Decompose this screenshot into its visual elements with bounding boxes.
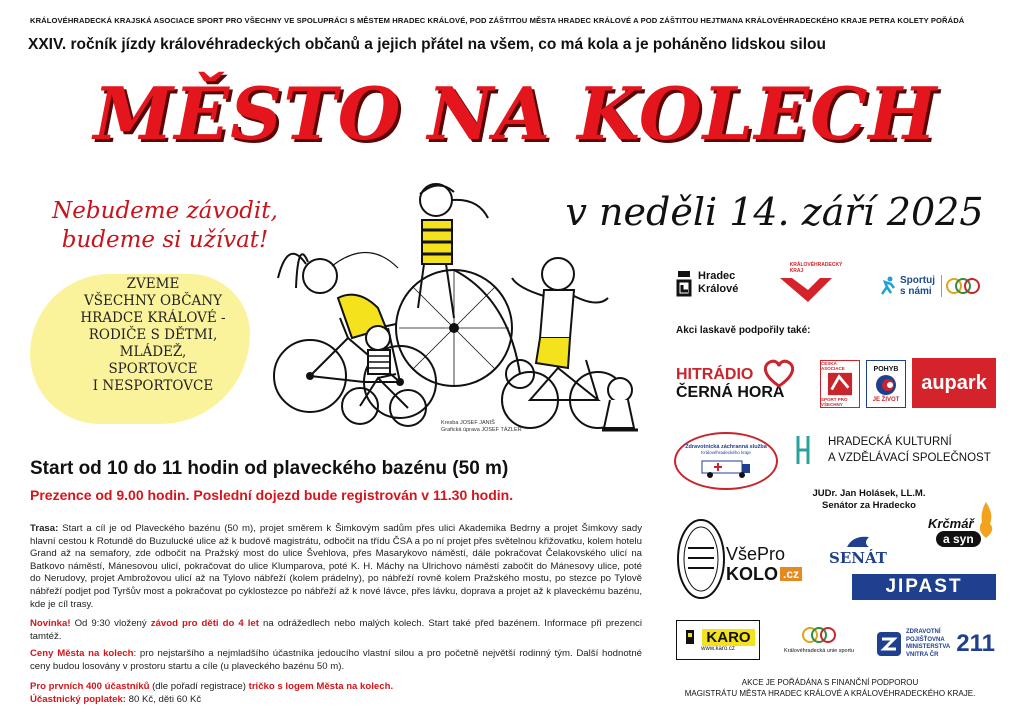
- csa-sport-pro-vsechny-logo: [820, 360, 860, 408]
- pohyb-top: POHYB: [873, 365, 899, 373]
- slogan: [30, 197, 300, 255]
- sportuj-line1: Sportuj: [900, 275, 935, 286]
- hk-crown-icon: [676, 269, 692, 297]
- kuas-logo: [774, 616, 864, 662]
- main-title: MĚSTO NA KOLECH: [93, 71, 938, 156]
- hkvs-logo: [794, 430, 998, 470]
- invite-line: HRADCE KRÁLOVÉ -: [80, 310, 226, 326]
- credit-drawing: Kresba JOSEF JANIŠ: [441, 420, 495, 426]
- tshirt-highlight: tričko s logem Města na kolech.: [248, 681, 394, 692]
- vsepro-domain: .cz: [780, 567, 802, 581]
- registration-info: Prezence od 9.00 hodin. Poslední dojezd bude registrován v 11.30 hodin.: [30, 487, 514, 503]
- hk-line1: Hradec: [698, 270, 736, 282]
- cus-logo-icon: [946, 276, 980, 296]
- krcmar-line2: a syn: [936, 531, 981, 547]
- senat-lion-icon: [843, 533, 873, 549]
- hradec-kralove-logo: [676, 266, 766, 300]
- prizes-text: : pro nejstaršího a nejmladšího účastníka jedoucího vlastní silou a pro početně největší rodinný tým. Další hodnotné ceny budou losovány v prostoru startu a cíle (u plaveckého bazénu 50 m).: [30, 648, 642, 672]
- fee-label: Účastnický poplatek:: [30, 694, 126, 705]
- hitradio-line1: HITRÁDIO: [676, 366, 754, 383]
- tshirt-text: (dle pořadí registrace): [149, 681, 249, 692]
- zpmv-line2: POJIŠŤOVNA: [906, 636, 945, 643]
- hkvs-line1: HRADECKÁ KULTURNÍ: [828, 436, 952, 448]
- zpmv-code: 211: [956, 630, 995, 657]
- hkvs-line2: A VZDĚLÁVACÍ SPOLEČNOST: [828, 452, 991, 464]
- zpmv-line1: ZDRAVOTNÍ: [906, 629, 941, 635]
- tshirt-label: Pro prvních 400 účastníků: [30, 681, 150, 692]
- invite-line: I NESPORTOVCE: [92, 378, 214, 394]
- illustration-credit: [441, 420, 522, 434]
- heart-icon: [762, 358, 796, 388]
- novinka-paragraph: [30, 618, 642, 643]
- runner-icon: [878, 276, 896, 296]
- kraj-label: KRÁLOVÉHRADECKÝ KRAJ: [789, 262, 843, 274]
- karo-web: www.karo.cz: [701, 646, 735, 652]
- senat-label: SENÁT: [829, 549, 887, 567]
- csa-top: ČESKÁ ASOCIACE: [821, 361, 845, 371]
- pohyb-je-zivot-logo: [866, 360, 906, 408]
- invite-line: VŠECHNY OBČANY: [83, 293, 222, 309]
- prizes-paragraph: [30, 648, 642, 673]
- ambulance-icon: [696, 455, 756, 479]
- hkvs-bracket-icon: [794, 434, 822, 466]
- invite-line: SPORTOVCE: [108, 361, 198, 377]
- start-info: Start od 10 do 11 hodin od plaveckého bazénu (50 m): [30, 458, 509, 479]
- credit-graphics: Grafická úprava JOSEF TÁZLER: [441, 427, 522, 433]
- support-label: Akci laskavě podpořily také:: [676, 325, 811, 336]
- pohyb-bottom: JE ŽIVOT: [872, 396, 900, 403]
- tshirt-paragraph: [30, 681, 642, 694]
- fee-text: 80 Kč, děti 60 Kč: [125, 694, 202, 705]
- zpmv-line3: MINISTERSTVA: [906, 644, 951, 650]
- aupark-logo: aupark: [912, 358, 996, 408]
- edition-subtitle: XXIV. ročník jízdy královéhradeckých občanů a jejich přátel na všem, co má kola a je poháněno lidskou silou: [28, 36, 826, 53]
- csa-bottom: SPORT PRO VŠECHNY: [821, 397, 848, 407]
- senator-name: JUDr. Jan Holásek, LL.M.: [812, 488, 926, 499]
- zpmv-logo: [876, 626, 998, 662]
- invite-line: ZVEME: [126, 276, 180, 292]
- karo-logo: [676, 620, 760, 660]
- novinka-text-end: na odrážedlech nebo malých kolech. Start také před bazénem. Informace při prezenci tamtéž.: [30, 618, 642, 642]
- invite-line: MLÁDEŽ,: [119, 344, 187, 360]
- route-text: Start a cíl je od Plaveckého bazénu (50 m), projet směrem k Šimkovým sadům přes ulici Akademika Bedrny a projet Šimkovy sady hlavní cestou k Rotundě do Buzulucké ulice až k budově magistrátu, odbočit na třídu ČSA a po ní projet přes světelnou křižovatku, kolem hotelu Grand až na semafory, zde odbočit na Pražský most do ulice Švehlova, přes Masarykovo náměstí, dále pokračovat Čelakovského ulicí na Batkovo náměstí, Mánesovou ulicí, pokračovat do ulice Klumparova, poté K. H. Máchy na Ulrichovo náměstí zabočit do Mánesovy ulice, poté do Nerudovy, projet Ambrožovou ulicí až na Tylovo nábřeží (kolem prádelny), po nábřeží rovně kolem Pražského mostu, po stezce po Tylově nábřeží podjet pod Tyršův most a pokračovat po cyklostezce po nábřeží až k nové lávce, přes lávku, doprava a projet až k plaveckému bazénu, kde je cíl trasy.: [30, 523, 642, 610]
- kuas-label: Královéhradecká unie sportu: [783, 647, 854, 654]
- funding-line2: MAGISTRÁTU MĚSTA HRADEC KRÁLOVÉ A KRÁLOVÉHRADECKÉHO KRAJE.: [684, 689, 976, 698]
- invite-line: RODIČE S DĚTMI,: [88, 327, 218, 343]
- vsepro-line1: VšePro: [726, 543, 786, 564]
- hitradio-line2: ČERNÁ HORA: [676, 384, 785, 401]
- kralovehradecky-kraj-logo: [774, 262, 843, 304]
- event-date: v neděli 14. září 2025: [565, 190, 984, 234]
- senat-logo: [826, 530, 890, 570]
- novinka-highlight: závod pro děti do 4 let: [150, 618, 259, 629]
- funding-note: [650, 677, 1010, 699]
- sportuj-line2: s námi: [900, 286, 932, 297]
- invitation-text: [42, 276, 264, 395]
- vsepro-kolo-logo: [726, 536, 816, 592]
- novinka-label: Novinka!: [30, 618, 71, 629]
- zzs-label: Zdravotnická záchranná služba: [685, 443, 767, 450]
- prizes-label: Ceny Města na kolech: [30, 648, 134, 659]
- krcmar-line1: Krčmář: [928, 515, 974, 531]
- route-label: Trasa:: [30, 523, 59, 534]
- organizers-line: KRÁLOVÉHRADECKÁ KRAJSKÁ ASOCIACE SPORT PRO VŠECHNY VE SPOLUPRÁCI S MĚSTEM HRADEC KRÁLOVÉ, POD ZÁŠTITOU MĚSTA HRADEC KRÁLOVÉ A POD ZÁŠTITOU HEJTMANA KRÁLOVÉHRADECKÉHO KRAJE PETRA KOLETY POŘÁDÁ: [30, 16, 965, 25]
- route-description: [30, 523, 642, 611]
- senator-role: Senátor za Hradecko: [822, 500, 916, 511]
- funding-line1: AKCE JE POŘÁDÁNA S FINANČNÍ PODPOROU: [741, 678, 919, 687]
- pohyb-emblem-icon: [873, 373, 899, 397]
- flame-icon: [976, 500, 996, 540]
- sportuj-s-nami-logo: [878, 272, 998, 300]
- slogan-line-2: budeme si užívat!: [61, 227, 269, 253]
- hk-line2: Králové: [698, 283, 739, 295]
- karo-tower-icon: [681, 628, 699, 646]
- invitation-box: [30, 270, 270, 430]
- novinka-text: Od 9:30 vložený: [70, 618, 151, 629]
- kraj-chevron-icon: [778, 274, 834, 304]
- jipast-logo: JIPAST: [852, 574, 996, 600]
- vsepro-line2: KOLO: [726, 563, 778, 584]
- fee-paragraph: [30, 694, 642, 707]
- slogan-line-1: Nebudeme závodit,: [52, 198, 278, 224]
- karo-label: KARO: [702, 629, 754, 646]
- zzs-sub: Královéhradeckého kraje: [701, 449, 751, 455]
- zpmv-emblem-icon: [876, 631, 902, 657]
- senator-block: [794, 488, 944, 512]
- kuas-rings-icon: [802, 625, 836, 645]
- bakery-badge-icon: [676, 518, 726, 600]
- zpmv-line4: VNITRA ČR: [906, 651, 939, 658]
- csa-emblem-icon: [825, 371, 855, 397]
- zzs-logo: [674, 432, 778, 490]
